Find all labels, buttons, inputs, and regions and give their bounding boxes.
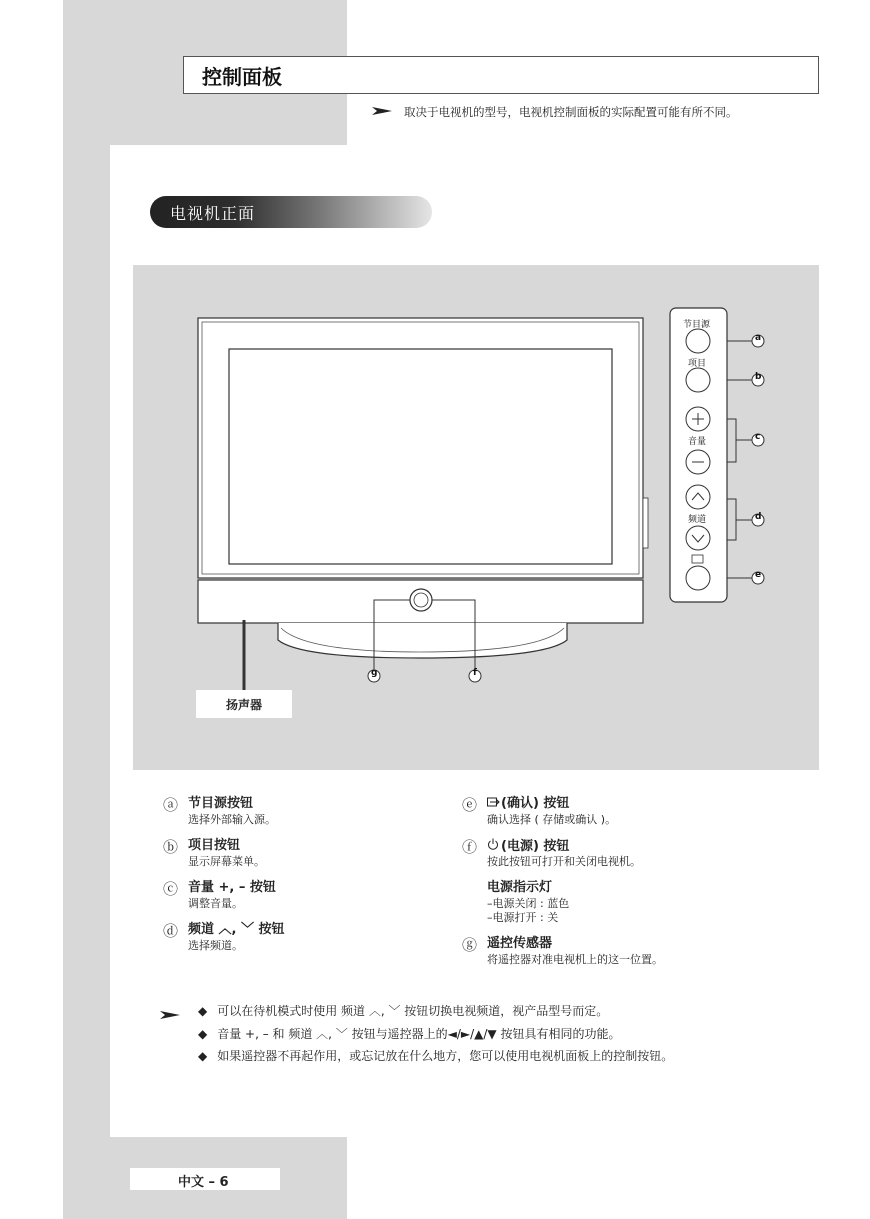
speaker-label: 扬声器 [226, 698, 263, 712]
tip-1-text: 可以在待机模式时使用 频道 ︿, ﹀ 按钮切换电视频道，视产品型号而定。 [217, 1004, 609, 1018]
item-e-desc: 确认选择 ( 存储或确认 )。 [487, 813, 617, 826]
tip-1 [198, 1002, 608, 1019]
menu-label: 项目 [688, 359, 707, 369]
item-a-desc: 选择外部输入源。 [188, 813, 276, 826]
power-indicator-off: –电源关闭 : 蓝色 [487, 897, 570, 910]
power-icon [487, 838, 501, 855]
badge-e: ⓔ [462, 796, 478, 814]
tip-2 [198, 1025, 620, 1042]
item-g-desc: 将遥控器对准电视机上的这一位置。 [487, 953, 663, 966]
item-b-title: 项目按钮 [188, 838, 241, 853]
diamond-icon: ◆ [198, 1049, 208, 1063]
item-f-desc: 按此按钮可打开和关闭电视机。 [487, 855, 641, 868]
item-c-title: 音量 +, – 按钮 [188, 880, 276, 895]
badge-f: ⓕ [462, 838, 478, 856]
item-d-desc: 选择频道。 [188, 939, 243, 952]
item-b-desc: 显示屏幕菜单。 [188, 855, 265, 868]
tip-3-text: 如果遥控器不再起作用，或忘记放在什么地方，您可以使用电视机面板上的控制按钮。 [217, 1049, 674, 1063]
badge-a: ⓐ [163, 796, 179, 814]
enter-icon [487, 796, 501, 812]
item-e-title-text: (确认) 按钮 [501, 796, 570, 811]
item-c-desc: 调整音量。 [188, 897, 243, 910]
page-title: 控制面板 [202, 65, 282, 89]
callout-f: f [473, 668, 477, 678]
item-f-title-text: (电源) 按钮 [501, 839, 570, 854]
item-e-title [487, 796, 569, 812]
channel-label: 频道 [688, 515, 707, 525]
tip-3 [198, 1047, 673, 1064]
callout-a: a [755, 333, 762, 343]
item-a-title: 节目源按钮 [188, 796, 254, 811]
page-number: 中文 – 6 [178, 1175, 229, 1190]
callout-c: c [755, 432, 761, 442]
callout-d: d [755, 512, 762, 522]
page-footer [130, 1168, 280, 1190]
badge-g: ⓖ [462, 936, 478, 954]
badge-d: ⓓ [163, 922, 179, 940]
diamond-icon: ◆ [198, 1004, 208, 1018]
callout-e: e [755, 570, 762, 580]
item-d-title: 频道 ︿, ﹀ 按钮 [188, 922, 285, 937]
volume-label: 音量 [688, 437, 707, 447]
tip-2-text: 音量 +, – 和 频道 ︿, ﹀ 按钮与遥控器上的◄/►/▲/▼ 按钮具有相同的功能。 [217, 1027, 621, 1041]
source-label: 节目源 [683, 320, 711, 330]
diamond-icon: ◆ [198, 1027, 208, 1041]
section-title: 电视机正面 [170, 204, 256, 223]
top-note-text: 取决于电视机的型号，电视机控制面板的实际配置可能有所不同。 [404, 105, 738, 119]
power-indicator-on: –电源打开 : 关 [487, 911, 559, 924]
power-indicator-title: 电源指示灯 [487, 880, 553, 895]
callout-b: b [755, 372, 762, 382]
speaker-label-box [196, 690, 292, 718]
badge-b: ⓑ [163, 838, 179, 856]
item-g-title: 遥控传感器 [487, 936, 553, 951]
item-f-title [487, 838, 569, 855]
tips-arrow-icon [160, 1005, 180, 1024]
badge-c: ⓒ [163, 880, 179, 898]
callout-g: g [371, 668, 378, 678]
